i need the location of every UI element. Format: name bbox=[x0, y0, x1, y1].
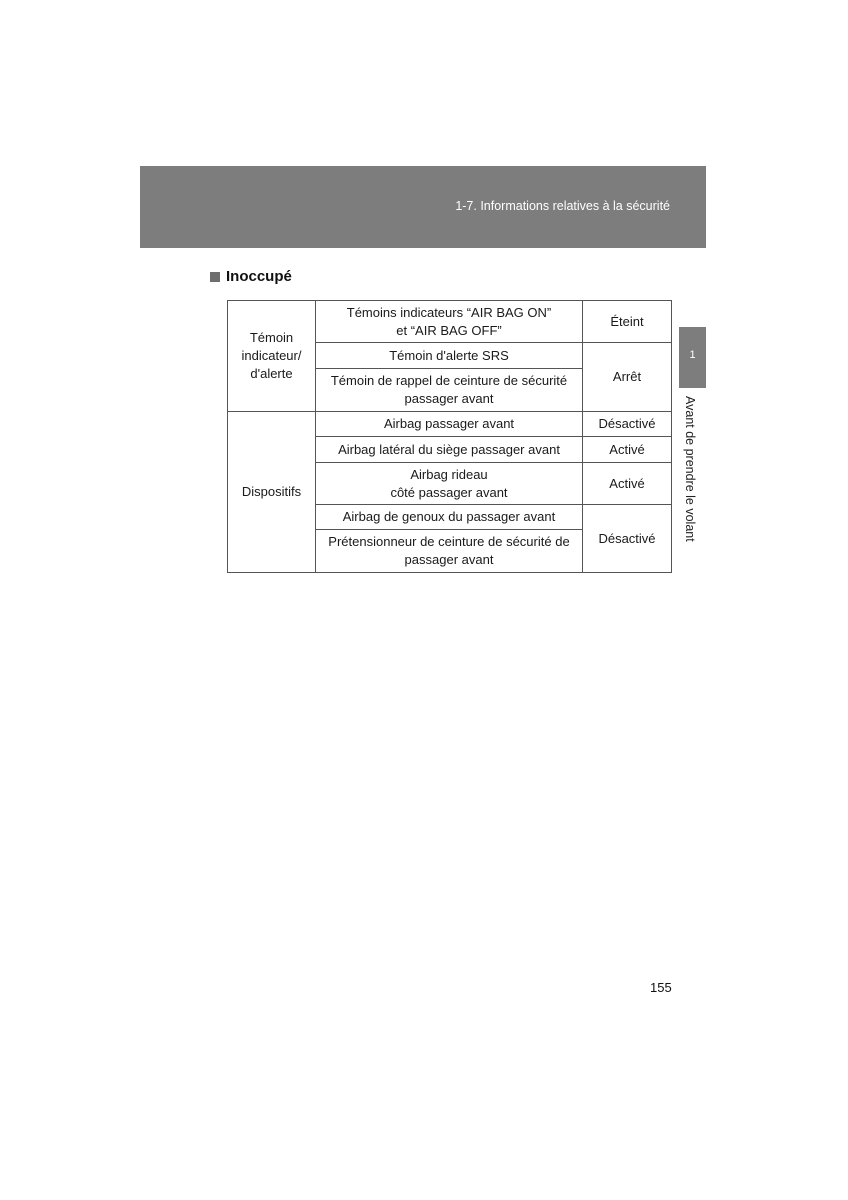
status-cell: Activé bbox=[583, 437, 672, 463]
square-bullet-icon bbox=[210, 272, 220, 282]
page-number: 155 bbox=[650, 980, 672, 995]
item-cell: Airbag rideau côté passager avant bbox=[316, 463, 583, 505]
item-cell: Témoin d'alerte SRS bbox=[316, 343, 583, 369]
chapter-tab-label: Avant de prendre le volant bbox=[683, 396, 697, 542]
status-cell: Désactivé bbox=[583, 505, 672, 573]
status-cell: Éteint bbox=[583, 301, 672, 343]
item-cell: Témoins indicateurs “AIR BAG ON” et “AIR BAG OFF” bbox=[316, 301, 583, 343]
group-label-indicators: Témoin indicateur/ d'alerte bbox=[228, 301, 316, 412]
chapter-header bbox=[140, 166, 706, 248]
status-table bbox=[227, 300, 672, 573]
section-title: Inoccupé bbox=[226, 268, 292, 285]
chapter-title: 1-7. Informations relatives à la sécurité bbox=[455, 199, 670, 213]
status-cell: Activé bbox=[583, 463, 672, 505]
chapter-tab-number: 1 bbox=[689, 349, 696, 361]
item-cell: Airbag de genoux du passager avant bbox=[316, 505, 583, 530]
section-heading bbox=[210, 268, 292, 285]
chapter-tab bbox=[679, 327, 706, 388]
item-cell: Prétensionneur de ceinture de sécurité de passager avant bbox=[316, 530, 583, 573]
status-cell: Arrêt bbox=[583, 343, 672, 412]
item-cell: Témoin de rappel de ceinture de sécurité passager avant bbox=[316, 369, 583, 412]
status-cell: Désactivé bbox=[583, 412, 672, 437]
table-row bbox=[228, 412, 672, 437]
item-cell: Airbag passager avant bbox=[316, 412, 583, 437]
item-cell: Airbag latéral du siège passager avant bbox=[316, 437, 583, 463]
group-label-devices: Dispositifs bbox=[228, 412, 316, 573]
table-row bbox=[228, 301, 672, 343]
